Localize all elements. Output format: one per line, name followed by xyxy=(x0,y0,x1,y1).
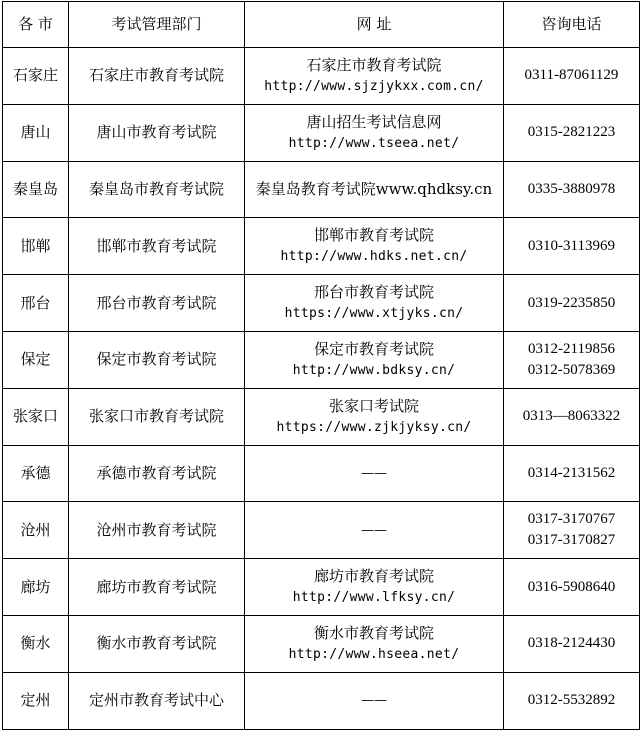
city-cell: 廊坊 xyxy=(3,559,69,616)
department-cell: 承德市教育考试院 xyxy=(69,445,245,502)
table-row xyxy=(3,161,640,218)
site-name: 廊坊市教育考试院 xyxy=(313,567,434,586)
department-cell: 邢台市教育考试院 xyxy=(69,275,245,332)
phone-cell xyxy=(504,615,640,672)
site-name-with-url[interactable]: 秦皇岛教育考试院www.qhdksy.cn xyxy=(255,179,493,198)
city-cell: 邯郸 xyxy=(3,218,69,275)
city-cell: 衡水 xyxy=(3,615,69,672)
header-website: 网 址 xyxy=(245,2,504,48)
website-cell xyxy=(245,161,504,218)
site-name: 邯郸市教育考试院 xyxy=(313,226,434,245)
phone-cell xyxy=(504,672,640,729)
city-cell: 沧州 xyxy=(3,502,69,559)
table-row xyxy=(3,275,640,332)
site-name: 唐山招生考试信息网 xyxy=(306,112,442,131)
site-name: 石家庄市教育考试院 xyxy=(306,55,442,74)
city-cell: 定州 xyxy=(3,672,69,729)
phone-cell xyxy=(504,161,640,218)
phone-number: 0319-2235850 xyxy=(527,294,616,311)
phone-number: 0316-5908640 xyxy=(527,578,616,595)
department-cell: 石家庄市教育考试院 xyxy=(69,48,245,105)
department-cell: 保定市教育考试院 xyxy=(69,331,245,388)
phone-number: 0312-2119856 xyxy=(528,340,615,357)
department-cell: 衡水市教育考试院 xyxy=(69,615,245,672)
site-url-link[interactable]: http://www.lfksy.cn/ xyxy=(292,590,456,606)
header-department: 考试管理部门 xyxy=(69,2,245,48)
phone-number: 0312-5532892 xyxy=(527,692,616,709)
phone-number: 0313—8063322 xyxy=(522,408,621,425)
website-cell xyxy=(245,331,504,388)
phone-cell xyxy=(504,104,640,161)
phone-number: 0335-3880978 xyxy=(527,180,616,197)
phone-number: 0312-5078369 xyxy=(527,361,616,378)
website-cell xyxy=(245,104,504,161)
table-row xyxy=(3,672,640,729)
site-name: 张家口考试院 xyxy=(328,396,419,415)
website-cell xyxy=(245,48,504,105)
site-url-link[interactable]: https://www.xtjyks.cn/ xyxy=(284,306,464,322)
header-phone: 咨询电话 xyxy=(504,2,640,48)
site-url-link[interactable]: http://www.hseea.net/ xyxy=(288,646,460,662)
no-website-dash: —— xyxy=(361,465,387,481)
website-cell xyxy=(245,275,504,332)
phone-cell xyxy=(504,502,640,559)
site-url-link[interactable]: http://www.tseea.net/ xyxy=(288,135,460,151)
site-name: 衡水市教育考试院 xyxy=(313,623,434,642)
site-url-link[interactable]: http://www.hdks.net.cn/ xyxy=(280,249,468,265)
table-row xyxy=(3,331,640,388)
department-cell: 张家口市教育考试院 xyxy=(69,388,245,445)
website-cell xyxy=(245,615,504,672)
table-row xyxy=(3,388,640,445)
phone-cell xyxy=(504,48,640,105)
phone-cell xyxy=(504,388,640,445)
city-cell: 秦皇岛 xyxy=(3,161,69,218)
department-cell: 沧州市教育考试院 xyxy=(69,502,245,559)
table-header-row xyxy=(3,2,640,48)
no-website-dash: —— xyxy=(361,693,387,709)
department-cell: 邯郸市教育考试院 xyxy=(69,218,245,275)
table-row xyxy=(3,559,640,616)
city-cell: 邢台 xyxy=(3,275,69,332)
website-cell xyxy=(245,502,504,559)
site-url-link[interactable]: http://www.bdksy.cn/ xyxy=(292,362,456,378)
city-cell: 张家口 xyxy=(3,388,69,445)
table-row xyxy=(3,502,640,559)
department-cell: 廊坊市教育考试院 xyxy=(69,559,245,616)
table-row xyxy=(3,615,640,672)
phone-cell xyxy=(504,445,640,502)
website-cell xyxy=(245,672,504,729)
phone-number: 0314-2131562 xyxy=(527,464,616,481)
site-url-link[interactable]: https://www.zjkjyksy.cn/ xyxy=(276,419,472,435)
city-cell: 唐山 xyxy=(3,104,69,161)
site-url-link[interactable]: http://www.sjzjykxx.com.cn/ xyxy=(264,78,484,94)
phone-number: 0317-3170827 xyxy=(527,532,616,549)
phone-cell xyxy=(504,559,640,616)
exam-contact-table xyxy=(2,1,640,730)
phone-number: 0311-87061129 xyxy=(524,67,619,84)
table-row xyxy=(3,445,640,502)
no-website-dash: —— xyxy=(361,522,387,538)
phone-number: 0310-3113969 xyxy=(528,237,615,254)
table-row xyxy=(3,104,640,161)
table-row xyxy=(3,48,640,105)
phone-number: 0315-2821223 xyxy=(527,124,616,141)
phone-cell xyxy=(504,218,640,275)
department-cell: 定州市教育考试中心 xyxy=(69,672,245,729)
site-name: 保定市教育考试院 xyxy=(313,339,434,358)
department-cell: 秦皇岛市教育考试院 xyxy=(69,161,245,218)
website-cell xyxy=(245,218,504,275)
site-name: 邢台市教育考试院 xyxy=(313,283,434,302)
website-cell xyxy=(245,388,504,445)
phone-cell xyxy=(504,331,640,388)
phone-number: 0317-3170767 xyxy=(527,511,616,528)
phone-cell xyxy=(504,275,640,332)
phone-number: 0318-2124430 xyxy=(527,635,616,652)
city-cell: 承德 xyxy=(3,445,69,502)
header-city: 各 市 xyxy=(3,2,69,48)
department-cell: 唐山市教育考试院 xyxy=(69,104,245,161)
website-cell xyxy=(245,559,504,616)
website-cell xyxy=(245,445,504,502)
city-cell: 石家庄 xyxy=(3,48,69,105)
table-row xyxy=(3,218,640,275)
city-cell: 保定 xyxy=(3,331,69,388)
